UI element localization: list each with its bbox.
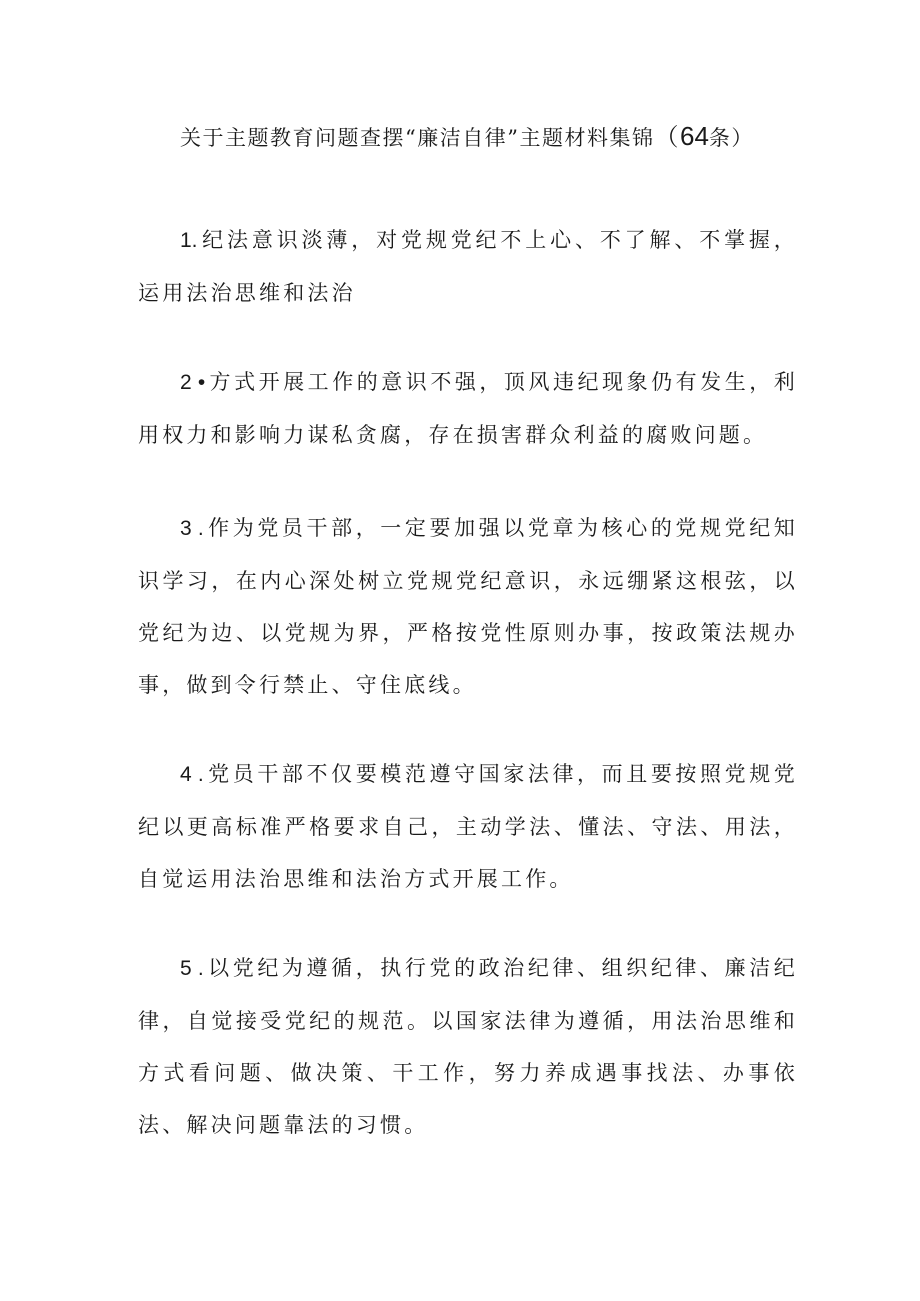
title-count: 64 [679,121,709,151]
document-title [180,118,820,156]
paragraph-5-number: 5 . [180,957,204,980]
paragraph-3 [138,502,798,711]
title-unit: 条） [708,126,754,150]
paragraph-2-text: 方式开展工作的意识不强，顶风违纪现象仍有发生，利用权力和影响力谋私贪腐，存在损害群众利益的腐败问题。 [138,370,798,447]
paragraph-4-number: 4 . [180,763,204,786]
title-open-paren: （ [654,123,680,151]
paragraph-1 [138,214,798,319]
paragraph-3-number: 3 . [180,517,204,540]
title-text: 关于主题教育问题查摆“廉洁自律”主题材料集锦 [180,126,655,150]
paragraph-4 [138,748,798,905]
paragraph-1-text: 纪法意识淡薄，对党规党纪不上心、不了解、不掌握，运用法治思维和法治 [138,228,798,305]
paragraph-1-number: 1. [180,229,198,252]
paragraph-4-text: 党员干部不仅要模范遵守国家法律，而且要按照党规党纪以更高标准严格要求自己，主动学法、懂法、守法、用法，自觉运用法治思维和法治方式开展工作。 [138,762,798,891]
paragraph-3-text: 作为党员干部，一定要加强以党章为核心的党规党纪知识学习，在内心深处树立党规党纪意识，永远绷紧这根弦，以党纪为边、以党规为界，严格按党性原则办事，按政策法规办事，做到令行禁止、守住底线。 [138,516,798,697]
paragraph-5-text: 以党纪为遵循，执行党的政治纪律、组织纪律、廉洁纪律，自觉接受党纪的规范。以国家法律为遵循，用法治思维和方式看问题、做决策、干工作，努力养成遇事找法、办事依法、解决问题靠法的习惯。 [138,956,798,1137]
paragraph-2-number: 2 • [180,371,206,394]
paragraph-5 [138,942,798,1151]
paragraph-2 [138,356,798,461]
